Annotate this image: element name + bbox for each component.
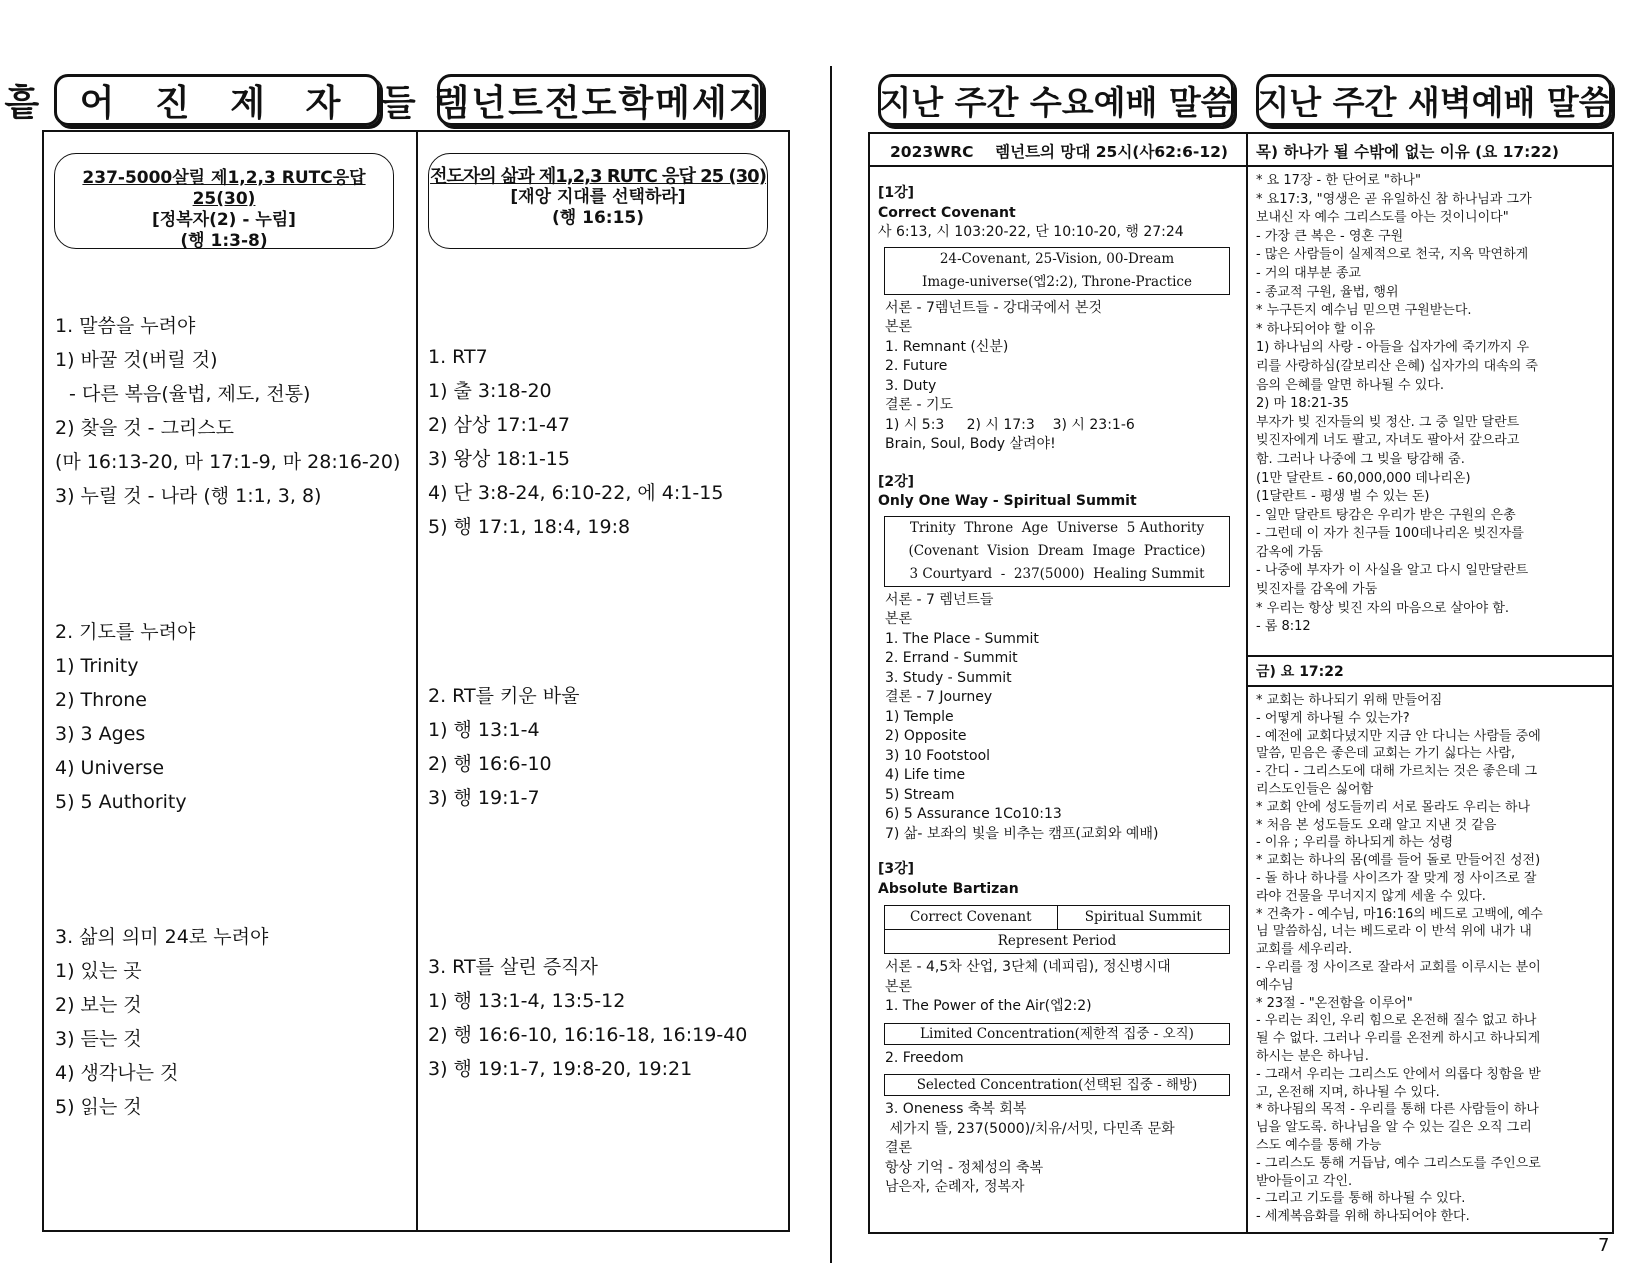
lecture2-subtitle: Only One Way - Spiritual Summit: [878, 493, 1137, 509]
list-item: - 세계복음화를 위해 하나되어야 한다.: [1256, 1209, 1470, 1225]
list-item: Brain, Soul, Body 살려야!: [885, 436, 1056, 452]
col4-header: 목) 하나가 될 수밖에 없는 이유 (요 17:22): [1256, 143, 1560, 161]
list-item: * 하나됨의 목적 - 우리를 통해 다른 사람들이 하나: [1256, 1102, 1539, 1118]
list-item: * 교회는 하나의 몸(예를 들어 돌로 만들어진 성전): [1256, 853, 1541, 869]
list-item: 님을 알도록. 하나님을 알 수 있는 길은 오직 그리: [1256, 1120, 1532, 1136]
list-item: - 가장 큰 복은 - 영혼 구원: [1256, 228, 1404, 244]
list-item: 2) Throne: [55, 689, 147, 711]
lecture1-verse: 사 6:13, 시 103:20-22, 단 10:10-20, 행 27:24: [878, 224, 1184, 240]
list-item: - 일만 달란트 탕감은 우리가 받은 구원의 은총: [1256, 507, 1516, 523]
list-item: 함. 그러나 나중에 그 빚을 탕감해 줌.: [1256, 451, 1465, 467]
list-item: - 나중에 부자가 이 사실을 알고 다시 일만달란트: [1256, 563, 1529, 579]
lecture1-subtitle: Correct Covenant: [878, 204, 1016, 221]
list-item: - 다른 복음(율법, 제도, 전통): [69, 383, 311, 405]
list-item: - 어떻게 하나될 수 있는가?: [1256, 710, 1410, 726]
col2-section1: [428, 340, 723, 544]
list-item: 3) 10 Footstool: [885, 747, 991, 764]
list-item: 5) 행 17:1, 18:4, 19:8: [428, 516, 631, 538]
list-item: 3) 행 19:1-7, 19:8-20, 19:21: [428, 1058, 693, 1080]
list-item: 리를 사랑하심(갈보리산 은혜) 십자가의 대속의 죽: [1256, 358, 1538, 374]
list-item: 스도 예수를 통해 가능: [1256, 1137, 1382, 1153]
list-item: * 우리는 항상 빚진 자의 마음으로 살아야 함.: [1256, 600, 1510, 616]
list-item: 1) 바꿀 것(버릴 것): [55, 349, 218, 371]
right-column-divider: [1246, 132, 1248, 1234]
list-item: 1. 말씀을 누려야: [55, 315, 196, 337]
col1-section1: [55, 309, 400, 513]
list-item: - 그리고 기도를 통해 하나될 수 있다.: [1256, 1191, 1466, 1207]
list-item: 4) 단 3:8-24, 6:10-22, 에 4:1-15: [428, 482, 724, 504]
header-scattered-disciples: 흩 어 진 제 자 들: [54, 74, 380, 126]
list-item: 서론 - 7렘넌트들 - 강대국에서 본것: [885, 299, 1103, 316]
header-dawn-worship: 지난 주간 새벽예배 말씀: [1256, 74, 1612, 126]
list-item: 본론: [885, 978, 913, 995]
list-item: 3. Oneness 축복 회복: [885, 1101, 1027, 1117]
list-item: 부자가 빚 진자들의 빚 정산. 그 중 일만 달란트: [1256, 414, 1520, 430]
selected-concentration-box: Selected Concentration(선택된 집중 - 해방): [884, 1074, 1230, 1096]
list-item: - 돌 하나 하나를 사이즈가 잘 맞게 정 사이즈로 잘: [1256, 870, 1537, 886]
page-number: 7: [1598, 1235, 1610, 1256]
list-item: - 많은 사람들이 실제적으로 천국, 지옥 막연하게: [1256, 247, 1529, 263]
lecture1-box: [884, 247, 1230, 295]
box-line: Represent Period: [997, 933, 1117, 949]
list-item: 받아들이고 각인.: [1256, 1173, 1353, 1189]
col1-box-title: 237-5000살릴 제1,2,3 RUTC응답 25(30): [82, 168, 366, 209]
list-item: 6) 5 Assurance 1Co10:13: [885, 806, 1062, 822]
list-item: 7) 삶- 보좌의 빛을 비추는 캠프(교회와 예배): [885, 825, 1159, 842]
list-item: 3. Study - Summit: [885, 669, 1012, 686]
list-item: 4) Life time: [885, 767, 966, 783]
list-item: (1만 달란트 - 60,000,000 데나리온): [1256, 470, 1471, 486]
list-item: - 종교적 구원, 율법, 행위: [1256, 284, 1399, 300]
box-cell: Correct Covenant: [885, 906, 1058, 929]
col4-friday-header: 금) 요 17:22: [1256, 664, 1344, 680]
col3-header: 2023WRC 렘넌트의 망대 25시(사62:6-12): [890, 143, 1229, 161]
list-item: 2) 찾을 것 - 그리스도: [55, 417, 234, 439]
list-item: * 처음 본 성도들도 오래 알고 지낸 것 같음: [1256, 817, 1497, 833]
lecture2-box: [884, 516, 1230, 587]
lecture3-box: [884, 905, 1230, 954]
list-item: * 23절 - "온전함을 이루어": [1256, 995, 1413, 1011]
list-item: 결론 - 기도: [885, 397, 954, 413]
list-item: 2) 보는 것: [55, 994, 142, 1016]
list-item: 5) 5 Authority: [55, 791, 187, 813]
col1-section3: [55, 920, 268, 1124]
list-item: 3) 누릴 것 - 나라 (행 1:1, 3, 8): [55, 485, 322, 507]
list-item: * 건축가 - 예수님, 마16:16의 베드로 고백에, 예수: [1256, 906, 1543, 922]
page-divider: [830, 66, 832, 1263]
list-item: 3) 행 19:1-7: [428, 787, 540, 809]
list-item: - 거의 대부분 종교: [1256, 265, 1361, 281]
list-item: 항상 기억 - 정체성의 축복: [885, 1159, 1044, 1176]
list-item: 음의 은혜를 알면 하나될 수 있다.: [1256, 377, 1445, 393]
list-item: 님 말씀하심, 너는 베드로라 이 반석 위에 내가 내: [1256, 924, 1532, 940]
list-item: 서론 - 7 렘넌트들: [885, 591, 994, 608]
list-item: 1) 행 13:1-4, 13:5-12: [428, 990, 626, 1012]
box-cell: Spiritual Summit: [1084, 909, 1202, 925]
col4-friday-body: [1256, 692, 1608, 1226]
list-item: 감옥에 가둠: [1256, 544, 1323, 560]
list-item: 1) Trinity: [55, 655, 139, 677]
list-item: 1. The Place - Summit: [885, 630, 1039, 647]
lecture2-title: [2강]: [878, 473, 915, 490]
list-item: 2) 행 16:6-10, 16:16-18, 16:19-40: [428, 1024, 748, 1046]
list-item: * 요17:3, "영생은 곧 유일하신 참 하나님과 그가: [1256, 191, 1532, 207]
list-item: * 누구든지 예수님 믿으면 구원받는다.: [1256, 303, 1472, 319]
list-item: 빚진자에게 너도 팔고, 자녀도 팔아서 갚으라고: [1256, 433, 1520, 449]
list-item: 4) 생각나는 것: [55, 1062, 179, 1084]
header-wednesday-worship: 지난 주간 수요예배 말씀: [878, 74, 1234, 126]
list-item: 2) 행 16:6-10: [428, 753, 552, 775]
col1-section2: [55, 615, 195, 819]
list-item: * 교회는 하나되기 위해 만들어짐: [1256, 693, 1443, 708]
box-line: 24-Covenant, 25-Vision, 00-Dream: [939, 250, 1175, 267]
list-item: 2. Future: [885, 358, 948, 374]
list-item: 1) 행 13:1-4: [428, 719, 540, 741]
box-row: [885, 906, 1229, 930]
list-item: 5) 읽는 것: [55, 1096, 142, 1118]
list-item: - 그래서 우리는 그리스도 안에서 의롭다 칭함을 받: [1256, 1066, 1541, 1082]
list-item: 라야 건물을 무너지지 않게 세울 수 있다.: [1256, 888, 1486, 904]
list-item: 될 수 없다. 그러나 우리를 온전케 하시고 하나되게: [1256, 1031, 1541, 1047]
list-item: (1달란트 - 평생 벌 수 있는 돈): [1256, 489, 1430, 505]
lecture3-subtitle: Absolute Bartizan: [878, 880, 1019, 897]
list-item: 빚진자를 감옥에 가둠: [1256, 582, 1378, 598]
right-head-line: [868, 165, 1614, 167]
list-item: 고, 온전해 지며, 하나될 수 있다.: [1256, 1084, 1440, 1100]
list-item: 2. Errand - Summit: [885, 650, 1018, 666]
col1-box-subtitle: [정복자(2) - 누림]: [152, 210, 296, 230]
col2-box-title: 전도자의 삶과 제1,2,3 RUTC 응답 25 (30): [430, 166, 766, 187]
freedom-line: 2. Freedom: [885, 1049, 964, 1066]
box-line: Trinity Throne Age Universe 5 Authority: [909, 519, 1205, 536]
list-item: 본론: [885, 611, 913, 627]
list-item: 서론 - 4,5차 산업, 3단체 (네피림), 정신병시대: [885, 959, 1171, 975]
list-item: - 우리를 정 사이즈로 잘라서 교회를 이루시는 분이: [1256, 959, 1541, 975]
list-item: * 교회 안에 성도들끼리 서로 몰라도 우리는 하나: [1256, 799, 1531, 815]
list-item: 본론: [885, 319, 913, 335]
list-item: - 예전에 교회다녔지만 지금 안 다니는 사람들 중에: [1256, 728, 1541, 744]
col2-section3: [428, 950, 747, 1086]
list-item: 1. Remnant (신분): [885, 338, 1009, 355]
list-item: 교회를 세우리라.: [1256, 942, 1353, 958]
col1-box-verse: (행 1:3-8): [180, 231, 268, 251]
lecture3-title: [3강]: [878, 861, 915, 877]
col4-thursday-body: [1256, 172, 1608, 637]
list-item: 1. The Power of the Air(엡2:2): [885, 998, 1092, 1014]
list-item: 1) 시 5:3 2) 시 17:3 3) 시 23:1-6: [885, 416, 1135, 433]
col2-section2: [428, 679, 579, 815]
left-column-divider: [416, 130, 418, 1232]
list-item: 2) 마 18:21-35: [1256, 396, 1349, 412]
list-item: 3. RT를 살린 증직자: [428, 956, 598, 978]
list-item: - 롬 8:12: [1256, 619, 1311, 635]
list-item: 1. RT7: [428, 346, 488, 368]
friday-bottom-line: [1246, 685, 1614, 687]
list-item: 2) 삼상 17:1-47: [428, 414, 570, 436]
list-item: * 요 17장 - 한 단어로 "하나": [1256, 173, 1421, 188]
friday-top-line: [1246, 655, 1614, 657]
list-item: 보내신 자 예수 그리스도를 아는 것이니이다": [1256, 210, 1509, 226]
box-line: Image-universe(엡2:2), Throne-Practice: [922, 273, 1192, 290]
list-item: 세가지 뜰, 237(5000)/치유/서밋, 다민족 문화: [885, 1120, 1175, 1137]
header-remnant-evangelism-message: 렘넌트전도학메세지: [437, 74, 763, 126]
list-item: 3) 3 Ages: [55, 723, 146, 745]
box-line: (Covenant Vision Dream Image Practice): [908, 542, 1206, 559]
list-item: (마 16:13-20, 마 17:1-9, 마 28:16-20): [55, 451, 401, 473]
lecture1-title: [1강]: [878, 185, 915, 201]
list-item: * 하나되어야 할 이유: [1256, 321, 1376, 337]
list-item: - 이유 ; 우리를 하나되게 하는 성령: [1256, 835, 1454, 851]
list-item: 3. 삶의 의미 24로 누려야: [55, 926, 269, 948]
list-item: - 그리스도 통해 거듭남, 예수 그리스도를 주인으로: [1256, 1155, 1541, 1171]
list-item: 1) 하나님의 사랑 - 아들을 십자가에 죽기까지 우: [1256, 340, 1530, 356]
list-item: 2. 기도를 누려야: [55, 621, 196, 643]
limited-concentration-box: Limited Concentration(제한적 집중 - 오직): [884, 1023, 1230, 1045]
col2-box-subtitle: [재앙 지대를 선택하라]: [510, 187, 686, 207]
col3-body: [878, 184, 1238, 1198]
list-item: - 간디 - 그리스도에 대해 가르치는 것은 좋은데 그: [1256, 764, 1538, 780]
list-item: - 그런데 이 자가 친구들 100데나리온 빚진자를: [1256, 526, 1524, 542]
list-item: 3) 왕상 18:1-15: [428, 448, 570, 470]
list-item: 2. RT를 키운 바울: [428, 685, 580, 707]
col2-title-box: [428, 153, 768, 249]
list-item: 4) Universe: [55, 757, 165, 779]
list-item: 5) Stream: [885, 786, 955, 803]
col2-box-verse: (행 16:15): [552, 208, 644, 228]
list-item: 결론 - 7 Journey: [885, 689, 993, 705]
box-line: 3 Courtyard - 237(5000) Healing Summit: [909, 565, 1205, 582]
list-item: 하시는 분은 하나님.: [1256, 1048, 1369, 1064]
list-item: 2) Opposite: [885, 728, 967, 744]
list-item: 3. Duty: [885, 377, 937, 394]
list-item: 남은자, 순례자, 정복자: [885, 1179, 1025, 1195]
list-item: 1) Temple: [885, 708, 954, 725]
list-item: 리스도인들은 싫어함: [1256, 781, 1374, 797]
list-item: - 우리는 죄인, 우리 힘으로 온전해 질수 없고 하나: [1256, 1013, 1537, 1029]
list-item: 3) 듣는 것: [55, 1028, 142, 1050]
list-item: 말씀, 믿음은 좋은데 교회는 가기 싫다는 사람,: [1256, 746, 1516, 762]
list-item: 1) 있는 곳: [55, 960, 142, 982]
list-item: 1) 출 3:18-20: [428, 380, 552, 402]
list-item: 예수님: [1256, 977, 1294, 993]
list-item: 결론: [885, 1140, 913, 1156]
col1-title-box: [54, 153, 394, 249]
